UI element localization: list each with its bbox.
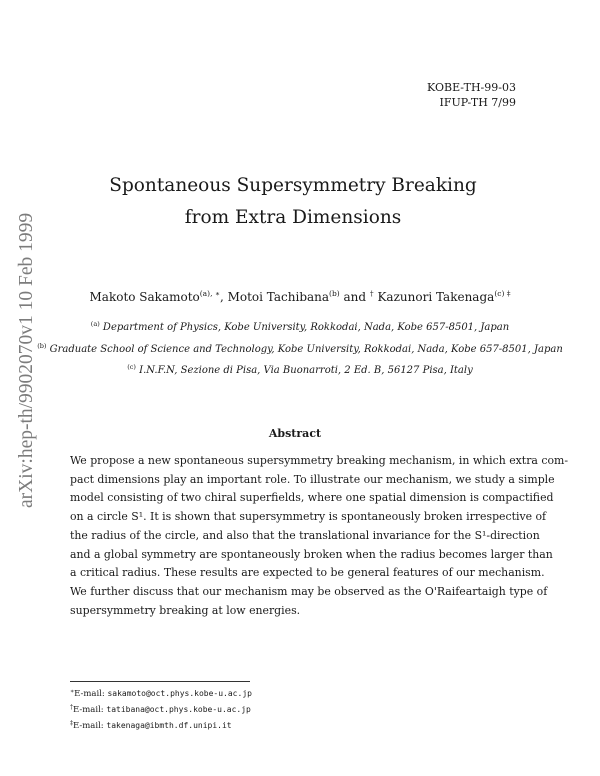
- abstract-line: model consisting of two chiral superfields, where one spatial dimension is compactified: [70, 491, 554, 505]
- author-name: Makoto Sakamoto: [89, 290, 200, 304]
- affiliation-mark: (a): [90, 320, 100, 328]
- email-address: tatibana@oct.phys.kobe-u.ac.jp: [106, 705, 251, 714]
- abstract-line: We further discuss that our mechanism may be observed as the O'Raifeartaigh type of: [70, 584, 548, 598]
- affiliation-mark: (b): [37, 342, 47, 350]
- affiliation-text: Graduate School of Science and Technology, Kobe University, Rokkodai, Nada, Kobe 657-8501, Japan: [46, 344, 563, 355]
- author-separator: ,: [219, 290, 228, 304]
- affiliation-mark: (c): [127, 363, 136, 371]
- affiliation: [0, 320, 600, 333]
- abstract-line: pact dimensions play an important role. To illustrate our mechanism, we study a simple: [70, 472, 555, 486]
- email-address: sakamoto@oct.phys.kobe-u.ac.jp: [107, 689, 252, 698]
- abstract-line: on a circle S¹. It is shown that supersymmetry is spontaneously broken irrespective of: [70, 510, 547, 524]
- abstract-line: the radius of the circle, and also that the translational invariance for the S¹-direction: [70, 528, 540, 542]
- footnote-mark: ∗: [70, 688, 75, 695]
- author-marks: (a), ∗: [199, 289, 220, 298]
- footnote: [70, 685, 252, 701]
- footnote-mark: †: [70, 704, 73, 711]
- author-name: Motoi Tachibana: [227, 290, 330, 304]
- author-marks: (b): [329, 289, 340, 298]
- abstract-line: a critical radius. These results are expected to be general features of our mechanism.: [70, 566, 545, 580]
- report-numbers: [427, 80, 516, 110]
- footnote-label: E-mail:: [73, 721, 107, 731]
- footnotes: [70, 685, 252, 733]
- email-address: takenaga@ibmth.df.unipi.it: [106, 721, 232, 730]
- abstract-line: supersymmetry breaking at low energies.: [70, 603, 301, 617]
- abstract-heading: Abstract: [268, 427, 322, 440]
- affiliation: [0, 342, 600, 355]
- affiliation-text: Department of Physics, Kobe University, Rokkodai, Nada, Kobe 657-8501, Japan: [99, 322, 510, 333]
- footnote: [70, 717, 252, 733]
- abstract-line: and a global symmetry are spontaneously broken when the radius becomes larger than: [70, 547, 553, 561]
- report-number: KOBE-TH-99-03: [427, 81, 516, 94]
- author-marks: †: [369, 289, 374, 298]
- arxiv-identifier-stamp: arXiv:hep-th/9902070v1 10 Feb 1999: [16, 212, 37, 508]
- author-conjunction: and: [339, 290, 370, 304]
- footnote-rule: [70, 681, 250, 682]
- author-name: Kazunori Takenaga: [373, 290, 495, 304]
- footnote-label: E-mail:: [73, 705, 107, 715]
- title-line: from Extra Dimensions: [184, 207, 402, 229]
- title-line: Spontaneous Supersymmetry Breaking: [109, 175, 477, 197]
- affiliation-text: I.N.F.N, Sezione di Pisa, Via Buonarroti, 2 Ed. B, 56127 Pisa, Italy: [135, 365, 473, 376]
- abstract-body: [70, 452, 569, 620]
- report-number: IFUP-TH 7/99: [439, 96, 516, 109]
- author-list: [0, 286, 600, 305]
- author-marks: (c) ‡: [494, 289, 511, 298]
- footnote-label: E-mail:: [74, 689, 108, 699]
- footnote: [70, 701, 252, 717]
- footnote-mark: ‡: [70, 720, 73, 727]
- abstract-line: We propose a new spontaneous supersymmetry breaking mechanism, in which extra com-: [70, 454, 569, 467]
- affiliation: [0, 363, 600, 376]
- paper-title: [60, 170, 526, 234]
